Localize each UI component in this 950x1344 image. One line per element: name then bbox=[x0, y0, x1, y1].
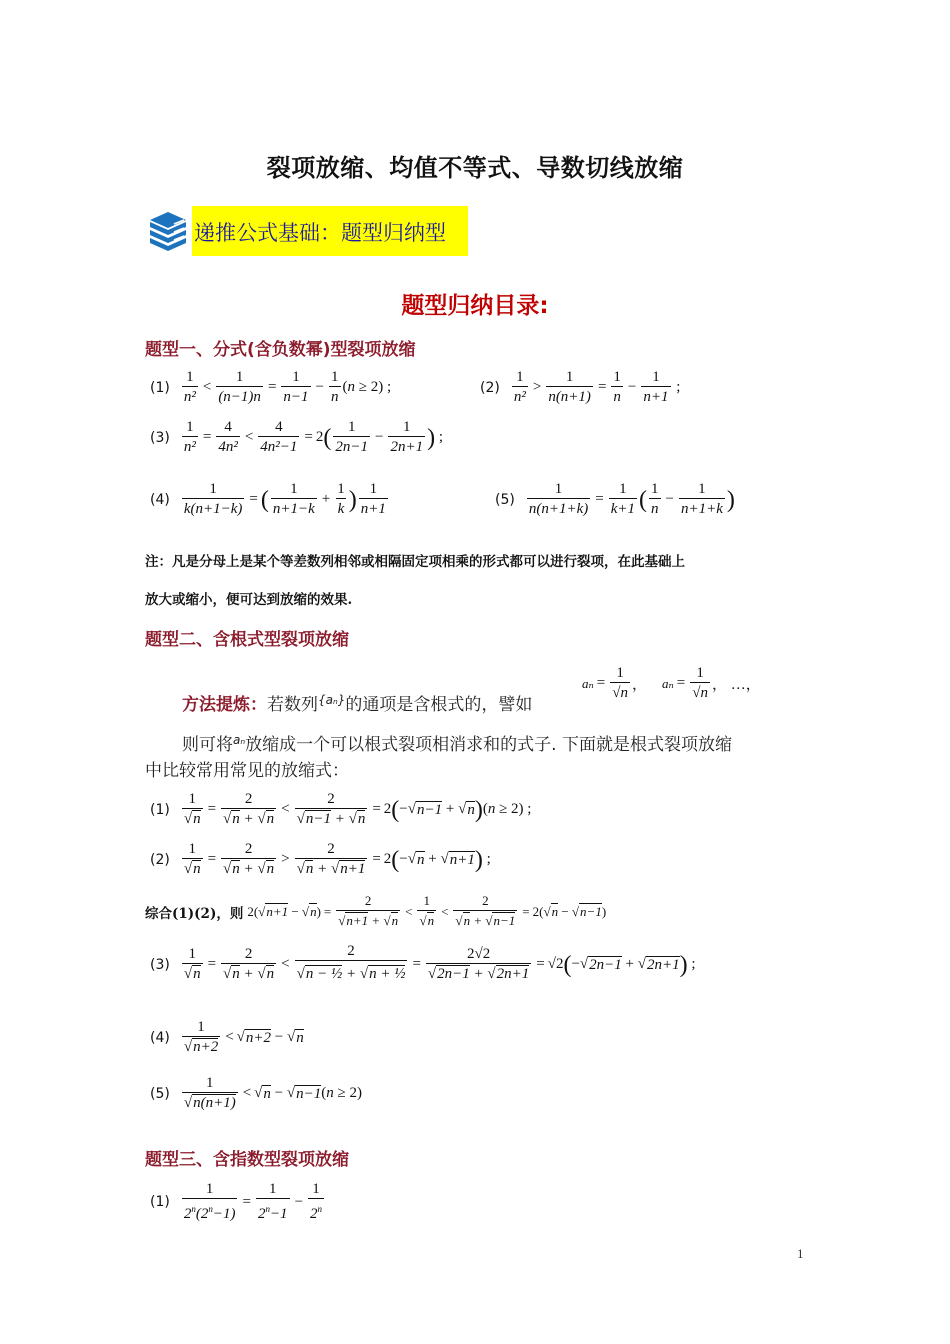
section-heading-3: 题型三、含指数型裂项放缩 bbox=[145, 1150, 349, 1170]
item-label: (2) bbox=[480, 379, 500, 396]
method-example-2: aₙ = $\frac{1}{√n}$ ， …， bbox=[662, 665, 761, 701]
paragraph-2-line-1: 则可将$^{a_n}$放缩成一个可以根式裂项相消求和的式子. 下面就是根式裂项放缩 bbox=[182, 733, 732, 755]
item-label: (5) bbox=[495, 491, 515, 508]
item-label: (3) bbox=[150, 956, 170, 973]
formula-1-3: (3) $\frac{1}{\text{n²}}$ = $\frac{4}{\text{4n²}}$ < $\frac{4}{\text{4n²−1}}$ = 2 ( $\frac{1}{2n-1}$ − $\frac{1}{2n+1}$ ) ; bbox=[150, 419, 444, 455]
formula-1-2: (2) $\frac{1}{\text{n²}}$ > $\frac{1}{n(n+1)}$ = $\frac{1}{n}$ − $\frac{1}{n+1}$ ; bbox=[480, 369, 681, 405]
section-heading-1: 题型一、分式(含负数幂)型裂项放缩 bbox=[145, 340, 416, 360]
toc-heading: 题型归纳目录: bbox=[401, 293, 549, 319]
books-icon bbox=[146, 210, 190, 252]
formula-1-5: (5) $\frac{1}{n(n+1+k)}$ = $\frac{1}{k+1}$ ( $\frac{1}{n}$ − $\frac{1}{n+1+k}$ ) bbox=[495, 481, 735, 517]
formula-3-1: (1) $\frac{1}{2^n(2^n-1)}$ = $\frac{1}{2^n-1}$ − $\frac{1}{2^n}$ bbox=[150, 1181, 323, 1222]
formula-2-4: (4) $\frac{1}{√n+2}$ < √ n+2 − √ n bbox=[150, 1019, 304, 1055]
item-label: (1) bbox=[150, 801, 170, 818]
method-paragraph: 方法提炼：若数列$^{\{a_n\}}$的通项是含根式的，譬如 bbox=[182, 693, 533, 715]
formula-2-1: (1) $\frac{1}{√n}$ = $\frac{2}{√n + √n}$ < $\frac{2}{√n-1 + √n}$ = 2 ( −√ n−1 + √ n ) ( n ≥ 2) ; bbox=[150, 791, 532, 827]
formula-1-1: (1) $\frac{1}{\text{n²}}$ < $\frac{1}{(n-1)n}$ = $\frac{1}{n-1}$ − $\frac{1}{n}$ ( n ≥ 2) ; bbox=[150, 369, 392, 405]
item-label: (2) bbox=[150, 851, 170, 868]
formula-2-5: (5) $\frac{1}{√n(n+1)}$ < √ n − √ n−1 ( n ≥ 2) bbox=[150, 1075, 362, 1111]
paragraph-2-line-2: 中比较常用常见的放缩式： bbox=[145, 761, 349, 781]
formula-2-combined: 综合(1)(2)，则 2(√ n+1 − √ n ) = $\frac{2}{√n+1 + √n}$ < $\frac{1}{√n}$ < $\frac{2}{√n + √n-1}$ = 2(√ n − √ n−1 ) bbox=[145, 892, 606, 931]
item-label: (3) bbox=[150, 429, 170, 446]
banner-text: 递推公式基础：题型归纳型 bbox=[194, 221, 446, 245]
item-label: (5) bbox=[150, 1085, 170, 1102]
formula-1-4: (4) $\frac{1}{k(n+1-k)}$ = ( $\frac{1}{n+1-k}$ + $\frac{1}{k}$ ) $\frac{1}{n+1}$ bbox=[150, 481, 386, 517]
method-label: 方法提炼： bbox=[182, 695, 267, 715]
method-example-1: aₙ = $\frac{1}{√n}$ ， bbox=[582, 665, 647, 701]
document-title: 裂项放缩、均值不等式、导数切线放缩 bbox=[266, 154, 684, 182]
formula-2-3: (3) $\frac{1}{√n}$ = $\frac{2}{√n + √n}$ < $\frac{2}{\text{√n − ½ + √n + ½}}$ = $\frac{2√2}{√2n-1 + √2n+1}$ = √2 ( −√ 2n−1 + √ 2n+1 ) ; bbox=[150, 942, 696, 987]
item-label: (1) bbox=[150, 379, 170, 396]
note-line-1: 注：凡是分母上是某个等差数列相邻或相隔固定项相乘的形式都可以进行裂项，在此基础上 bbox=[145, 554, 685, 570]
formula-2-2: (2) $\frac{1}{√n}$ = $\frac{2}{√n + √n}$ > $\frac{2}{√n + √n+1}$ = 2 ( −√ n + √ n+1 ) ; bbox=[150, 841, 491, 877]
item-label: (1) bbox=[150, 1194, 170, 1210]
section-heading-2: 题型二、含根式型裂项放缩 bbox=[145, 630, 349, 650]
item-label: (4) bbox=[150, 1029, 170, 1046]
item-label: (4) bbox=[150, 491, 170, 508]
page-number: 1 bbox=[797, 1246, 804, 1261]
note-line-2: 放大或缩小，便可达到放缩的效果. bbox=[145, 592, 353, 608]
combined-label: 综合(1)(2)，则 bbox=[145, 905, 244, 922]
